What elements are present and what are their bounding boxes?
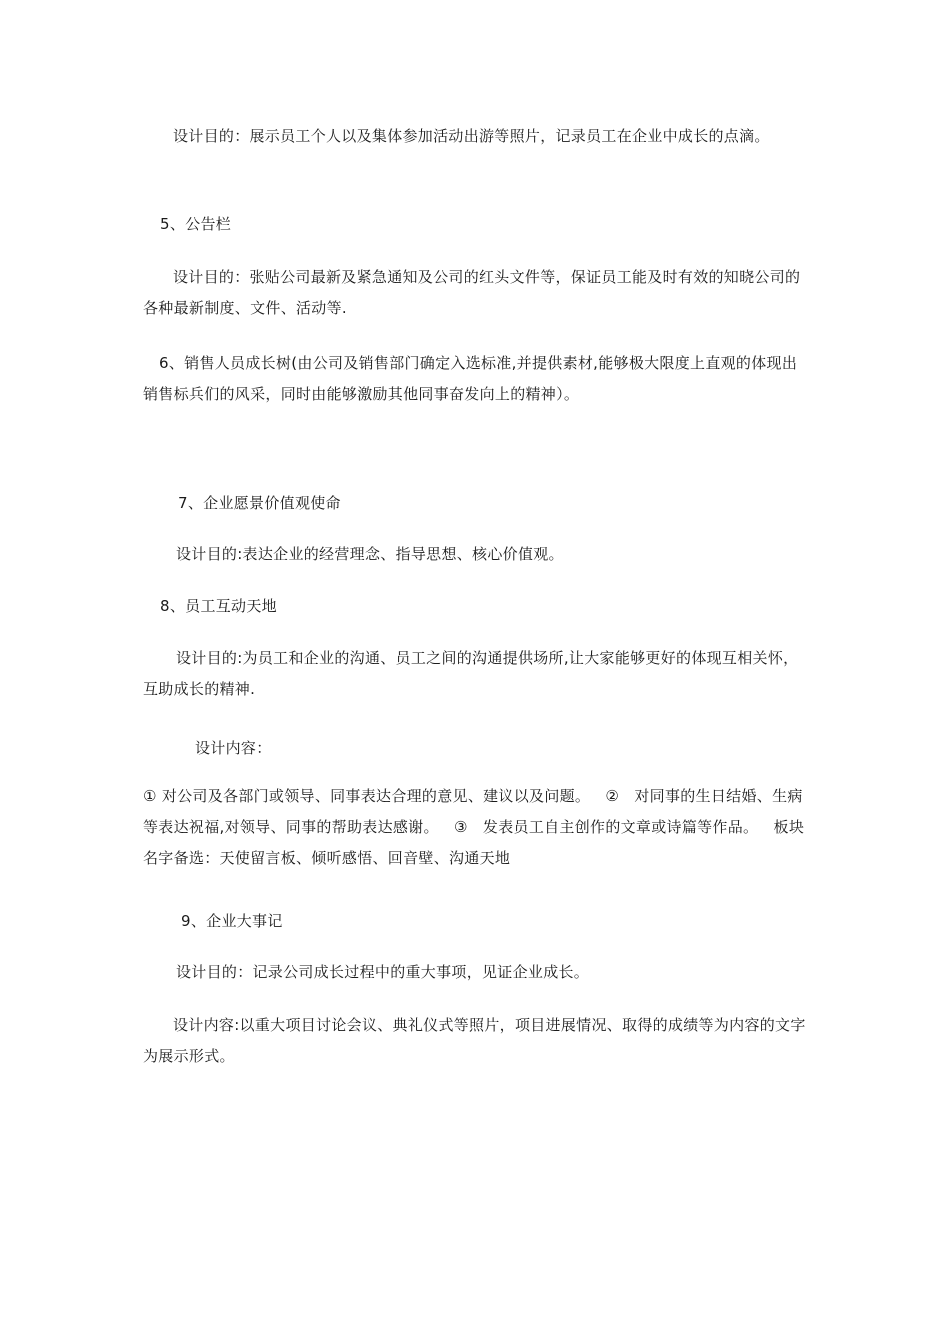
section-7-heading: 7、企业愿景价值观使命 (178, 494, 341, 512)
section-4-design-purpose: 设计目的：展示员工个人以及集体参加活动出游等照片，记录员工在企业中成长的点滴。 (173, 127, 770, 145)
section-8-design-purpose: 设计目的:为员工和企业的沟通、员工之间的沟通提供场所,让大家能够更好的体现互相关怀，互助成长的精神. (143, 649, 799, 698)
section-8-heading: 8、员工互动天地 (160, 597, 277, 615)
section-8-content-label: 设计内容： (195, 739, 272, 757)
section-9-design-content: 设计内容:以重大项目讨论会议、典礼仪式等照片，项目进展情况、取得的成绩等为内容的文字为展示形式。 (143, 1016, 806, 1065)
section-6-heading: 6、销售人员成长树(由公司及销售部门确定入选标准,并提供素材,能够极大限度上直观的体现出销售标兵们的风采，同时由能够激励其他同事奋发向上的精神）。 (143, 354, 798, 403)
section-5-heading: 5、公告栏 (160, 215, 232, 233)
section-9-heading: 9、企业大事记 (181, 912, 283, 930)
section-7-design-purpose: 设计目的:表达企业的经营理念、指导思想、核心价值观。 (176, 545, 564, 563)
section-8-content-list: ① 对公司及各部门或领导、同事表达合理的意见、建议以及问题。 ② 对同事的生日结婚、生病等表达祝福,对领导、同事的帮助表达感谢。 ③ 发表员工自主创作的文章或诗篇等作品。 板块名字备选：天使留言板、倾听感悟、回音壁、沟通天地 (143, 787, 805, 867)
section-5-design-purpose: 设计目的：张贴公司最新及紧急通知及公司的红头文件等，保证员工能及时有效的知晓公司的各种最新制度、文件、活动等. (143, 268, 801, 317)
section-9-design-purpose: 设计目的：记录公司成长过程中的重大事项，见证企业成长。 (176, 963, 590, 981)
